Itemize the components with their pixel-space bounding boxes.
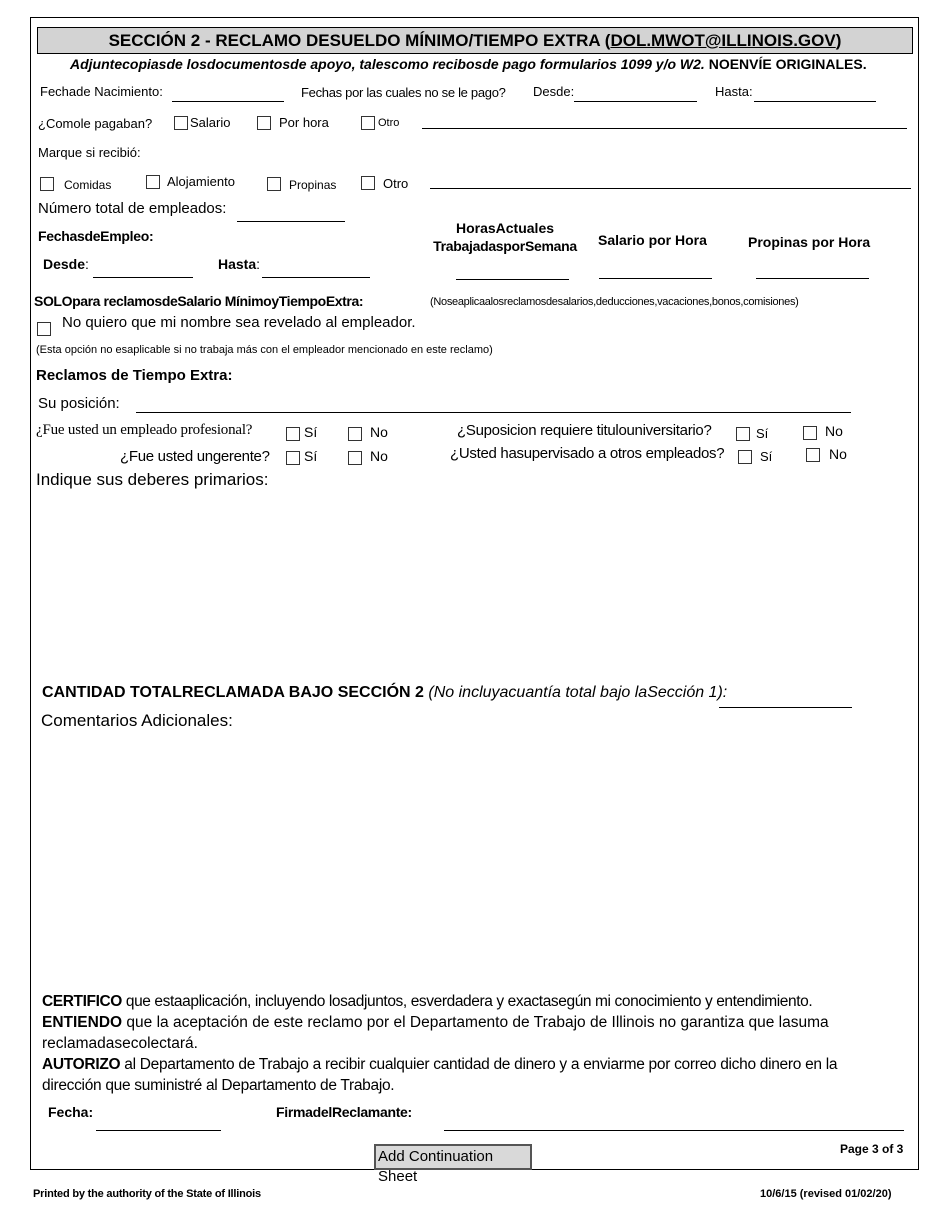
employment-dates-label: FechasdeEmpleo: <box>38 228 154 244</box>
certifico-text: que estaaplicación, incluyendo losadjuntos, esverdadera y exactasegún mi conocimiento y entendimiento. <box>125 993 813 1010</box>
pay-method-label: ¿Comole pagaban? <box>38 116 153 131</box>
privacy-disclaimer: (Esta opción no esaplicable si no trabaja más con el empleador mencionado en este reclamo) <box>36 344 493 356</box>
received-tips-checkbox[interactable] <box>267 177 281 191</box>
employment-to-colon: : <box>256 256 261 272</box>
q-professional-no-checkbox[interactable] <box>348 427 362 441</box>
section-title-prefix: SECCIÓN 2 - RECLAMO DESUELDO MÍNIMO/TIEMPO EXTRA ( <box>108 31 611 50</box>
employment-to-field[interactable] <box>262 277 370 278</box>
hours-label-2: TrabajadasporSemana <box>433 238 577 254</box>
unpaid-from-field[interactable] <box>574 101 697 102</box>
pay-other-label: Otro <box>378 117 400 129</box>
birth-date-label: Fechade Nacimiento: <box>40 84 163 99</box>
received-meals-label: Comidas <box>64 178 112 192</box>
position-label: Su posición: <box>38 395 120 412</box>
received-other-label: Otro <box>383 176 409 191</box>
overtime-heading: Reclamos de Tiempo Extra: <box>36 367 233 384</box>
autorizo-paragraph <box>42 1054 897 1096</box>
q-supervised-yes-label: Sí <box>760 449 773 464</box>
total-claimed <box>42 684 727 702</box>
employment-to-label: Hasta <box>218 256 257 272</box>
q-degree-yes-checkbox[interactable] <box>736 427 750 441</box>
signature-date-label: Fecha: <box>48 1104 94 1120</box>
received-other-checkbox[interactable] <box>361 176 375 190</box>
section-header <box>37 27 913 54</box>
q-manager-label: ¿Fue usted ungerente? <box>120 448 270 465</box>
comments-field[interactable] <box>40 735 910 985</box>
employment-from-field[interactable] <box>93 277 193 278</box>
pay-hourly-label: Por hora <box>279 115 329 130</box>
signature-field[interactable] <box>444 1130 904 1131</box>
signature-label: FirmadelReclamante: <box>276 1104 412 1120</box>
q-professional-yes-label: Sí <box>304 424 318 440</box>
unpaid-from-label: Desde: <box>533 84 575 99</box>
subtitle-bold: NOENVÍE ORIGINALES. <box>708 56 867 72</box>
add-continuation-sheet-button[interactable]: Add Continuation Sheet <box>374 1144 532 1170</box>
unpaid-to-label: Hasta: <box>715 84 753 99</box>
autorizo-text: al Departamento de Trabajo a recibir cualquier cantidad de dinero y a enviarme por correo dicho dinero en la dirección que suministré al Departamento de Trabajo. <box>42 1056 838 1094</box>
unpaid-dates-label: Fechas por las cuales no se le pago? <box>301 85 506 100</box>
received-meals-checkbox[interactable] <box>40 177 54 191</box>
total-claimed-italic: (No incluyacuantía total bajo laSección 1): <box>428 684 728 701</box>
received-other-field[interactable] <box>430 188 911 189</box>
total-employees-field[interactable] <box>237 221 345 222</box>
privacy-checkbox-label: No quiero que mi nombre sea revelado al empleador. <box>62 314 416 331</box>
q-degree-no-label: No <box>825 423 843 439</box>
total-claimed-bold: CANTIDAD TOTALRECLAMADA BAJO SECCIÓN 2 <box>42 684 424 701</box>
pay-salary-checkbox[interactable] <box>174 116 188 130</box>
received-lodging-label: Alojamiento <box>167 174 235 189</box>
certifico-paragraph <box>42 991 897 1012</box>
wage-label: Salario por Hora <box>598 232 707 248</box>
received-tips-label: Propinas <box>289 178 337 192</box>
wage-field[interactable] <box>599 278 712 279</box>
footer-authority: Printed by the authority of the State of Illinois <box>33 1188 261 1200</box>
q-professional-yes-checkbox[interactable] <box>286 427 300 441</box>
received-lodging-checkbox[interactable] <box>146 175 160 189</box>
q-manager-no-label: No <box>370 448 388 464</box>
hours-field[interactable] <box>456 279 569 280</box>
q-degree-no-checkbox[interactable] <box>803 426 817 440</box>
received-label: Marque si recibió: <box>38 145 141 160</box>
hours-label-1: HorasActuales <box>455 220 555 236</box>
total-claimed-field[interactable] <box>719 707 852 708</box>
entiendo-paragraph <box>42 1012 897 1054</box>
q-supervised-no-label: No <box>829 446 847 462</box>
q-professional-no-label: No <box>370 424 388 440</box>
pay-salary-label: Salario <box>190 115 231 130</box>
duties-label: Indique sus deberes primarios: <box>36 470 269 489</box>
signature-date-field[interactable] <box>96 1130 221 1131</box>
email-link[interactable]: DOL.MWOT@ILLINOIS.GOV <box>610 31 836 50</box>
entiendo-text: que la aceptación de este reclamo por el Departamento de Trabajo de Illinois no garantiza que lasuma reclamadasecolectará. <box>42 1014 829 1052</box>
section-title-suffix: ) <box>835 31 842 50</box>
total-employees-label: Número total de empleados: <box>38 200 227 217</box>
duties-field[interactable] <box>36 492 906 672</box>
employment-from-label: Desde <box>43 256 86 272</box>
autorizo-bold: AUTORIZO <box>42 1056 121 1073</box>
privacy-note: (Noseaplicaalosreclamosdesalarios,deducciones,vacaciones,bonos,comisiones) <box>430 296 799 308</box>
employment-from-colon: : <box>85 256 89 272</box>
q-degree-label: ¿Suposicion requiere titulouniversitario? <box>457 422 712 439</box>
position-field[interactable] <box>136 412 851 413</box>
pay-other-checkbox[interactable] <box>361 116 375 130</box>
q-supervised-label: ¿Usted hasupervisado a otros empleados? <box>450 445 725 462</box>
subtitle <box>70 56 867 72</box>
pay-hourly-checkbox[interactable] <box>257 116 271 130</box>
certifico-bold: CERTIFICO <box>42 993 122 1010</box>
q-degree-yes-label: Sí <box>756 426 769 441</box>
privacy-heading: SOLOpara reclamosdeSalario MínimoyTiempoExtra: <box>34 293 364 309</box>
birth-date-field[interactable] <box>172 101 284 102</box>
page-number: Page 3 of 3 <box>840 1142 904 1156</box>
q-manager-yes-checkbox[interactable] <box>286 451 300 465</box>
q-supervised-no-checkbox[interactable] <box>806 448 820 462</box>
q-manager-yes-label: Sí <box>304 448 318 464</box>
footer-revision: 10/6/15 (revised 01/02/20) <box>760 1188 892 1200</box>
q-professional-label: ¿Fue usted un empleado profesional? <box>36 422 253 438</box>
q-manager-no-checkbox[interactable] <box>348 451 362 465</box>
tips-field[interactable] <box>756 278 869 279</box>
entiendo-bold: ENTIENDO <box>42 1014 123 1031</box>
subtitle-italic: Adjuntecopiasde losdocumentosde apoyo, talescomo recibosde pago formularios 1099 y/o W2. <box>70 56 705 72</box>
unpaid-to-field[interactable] <box>754 101 876 102</box>
pay-other-field[interactable] <box>422 128 907 129</box>
comments-label: Comentarios Adicionales: <box>41 711 233 730</box>
q-supervised-yes-checkbox[interactable] <box>738 450 752 464</box>
tips-label: Propinas por Hora <box>748 234 871 250</box>
privacy-checkbox[interactable] <box>37 322 51 336</box>
